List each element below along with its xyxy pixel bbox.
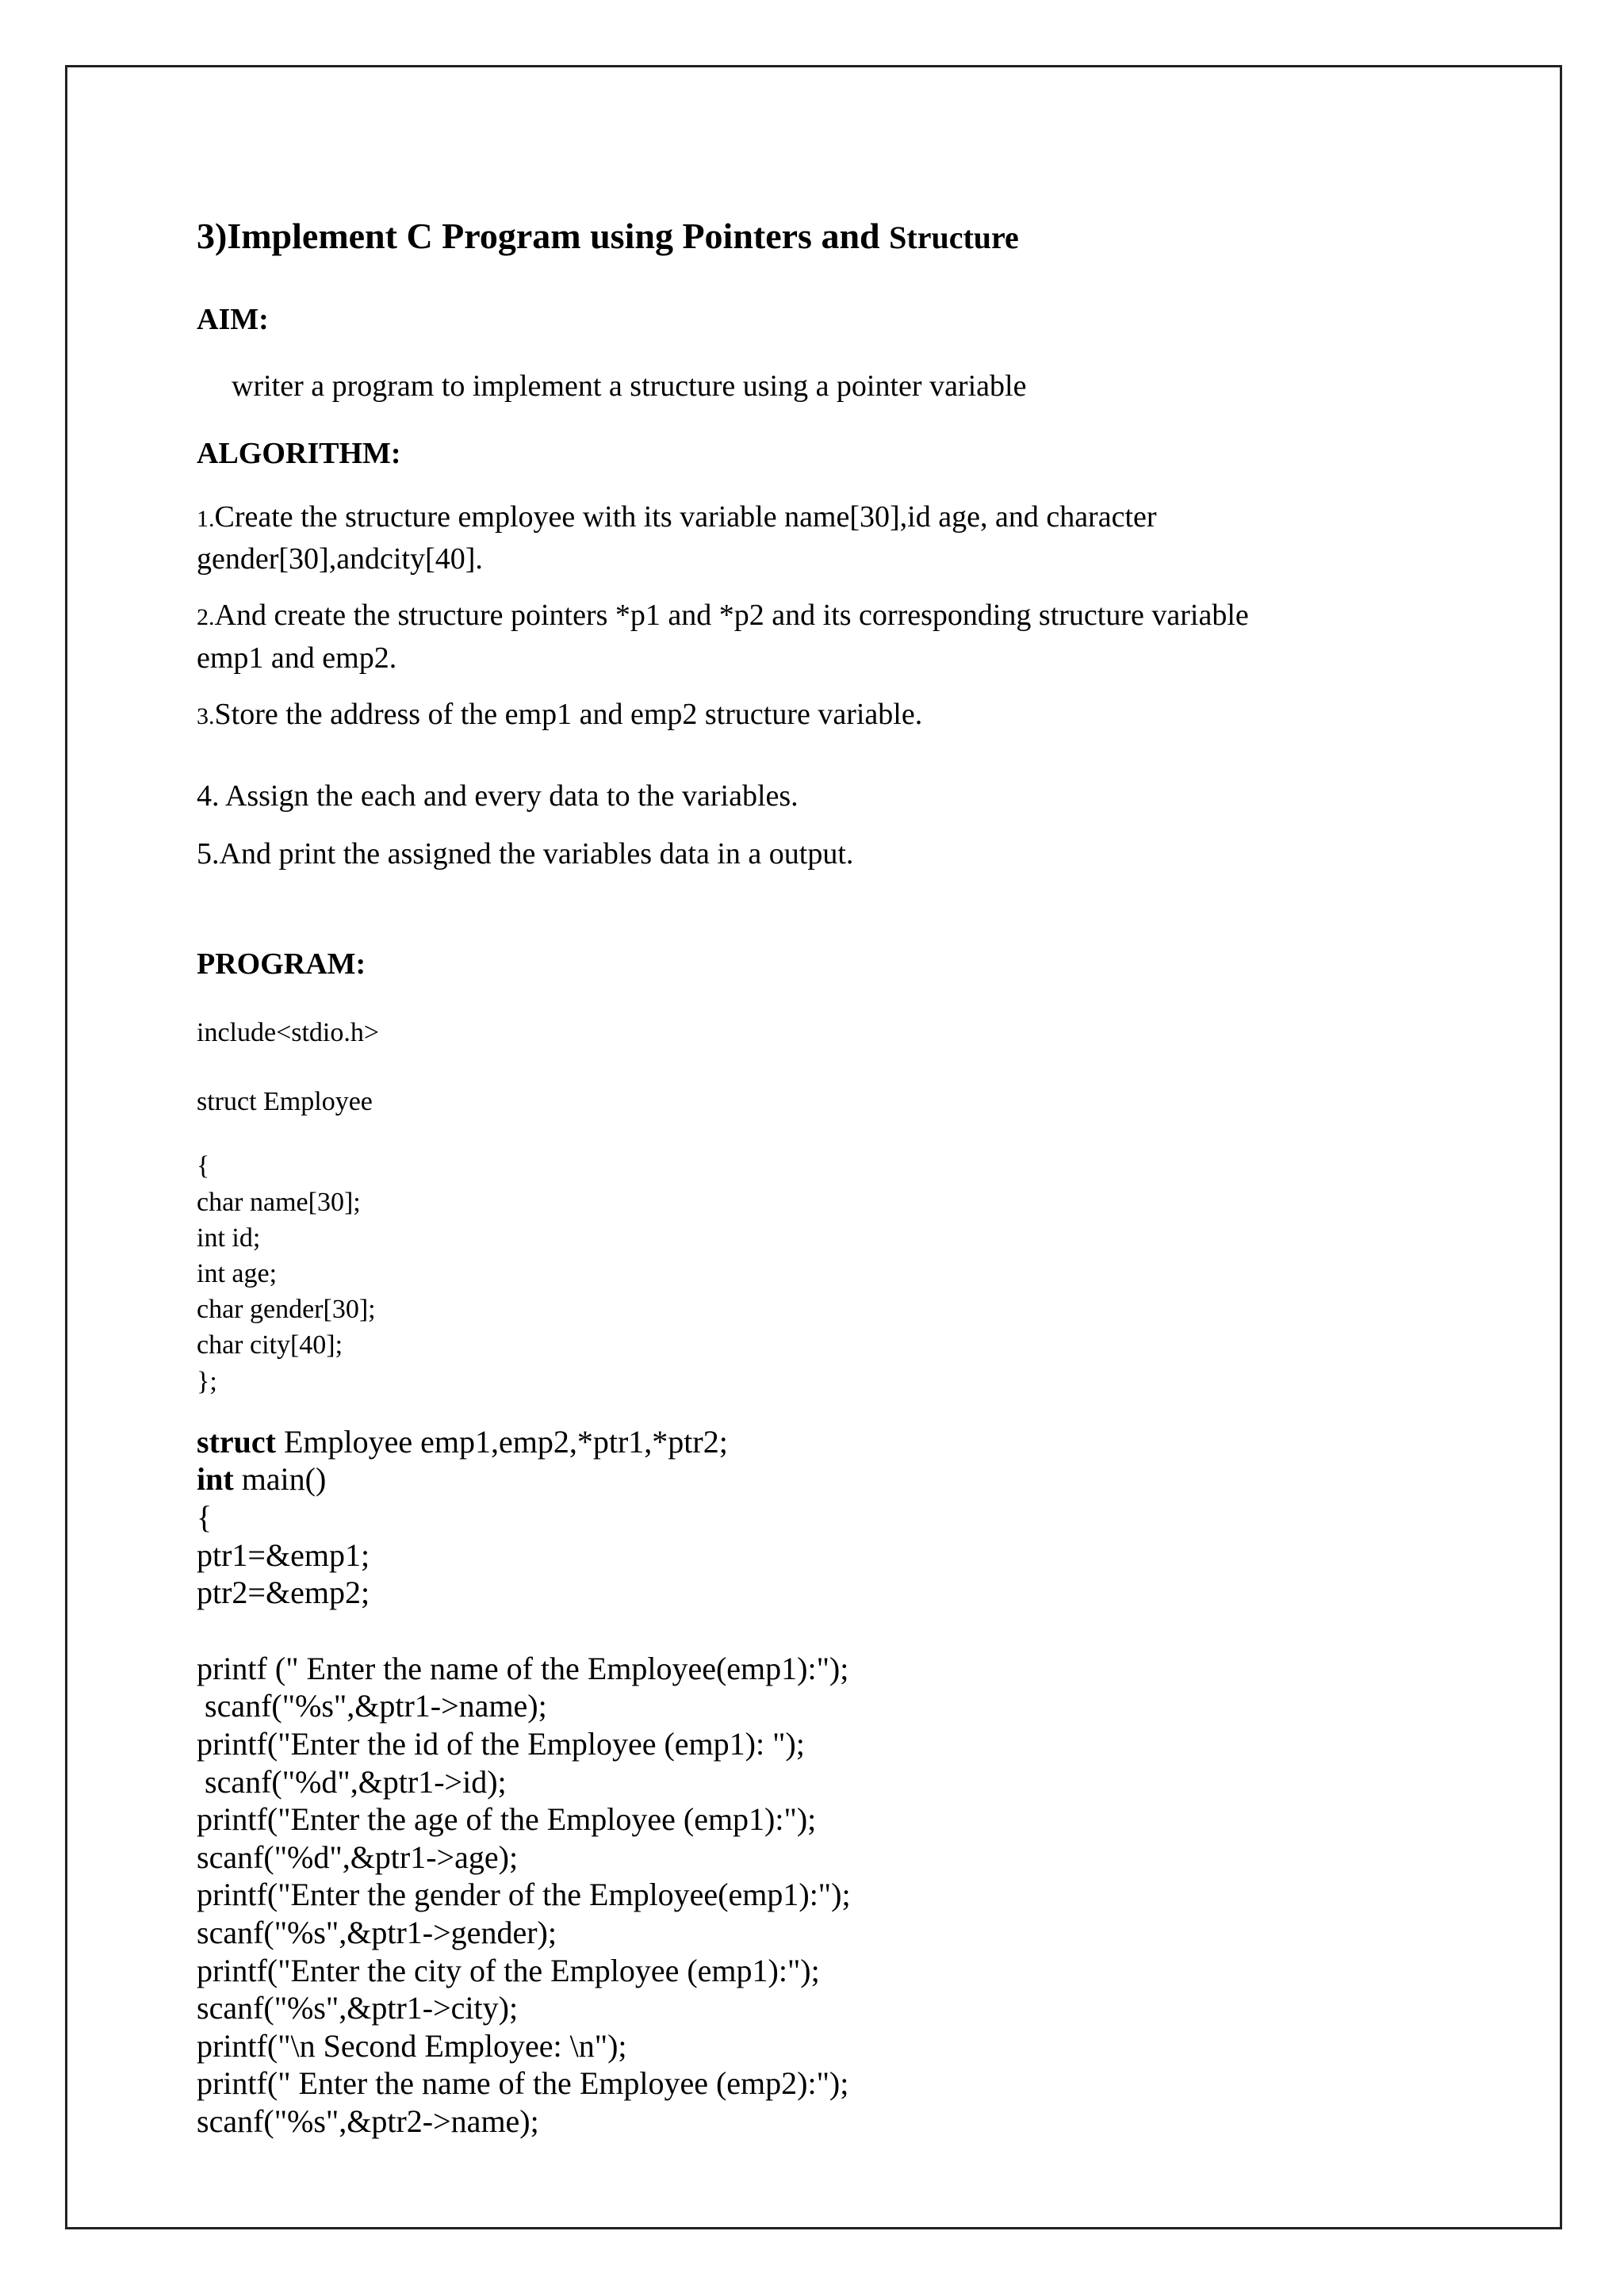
page-title (197, 214, 1481, 258)
code-line: { (197, 1151, 210, 1181)
code-line: char city[40]; (197, 1330, 343, 1360)
code-include: include<stdio.h> (197, 1017, 380, 1047)
program-heading: PROGRAM: (197, 947, 366, 982)
code-line: scanf("%s",&ptr2->name); (197, 2103, 539, 2139)
code-line: scanf("%s",&ptr1->gender); (197, 1914, 557, 1950)
step-text: Assign the each and every data to the variables. (224, 779, 799, 813)
code-line: scanf("%s",&ptr1->name); (197, 1688, 547, 1724)
step-number: 4. (197, 779, 225, 813)
title-main: 3)Implement C Program using Pointers and (197, 216, 890, 256)
step-number: 3. (197, 702, 215, 729)
code-line: printf (" Enter the name of the Employee(emp1):"); (197, 1650, 849, 1686)
algorithm-step (197, 833, 1481, 875)
code-listing (197, 1015, 1481, 1399)
algorithm-heading: ALGORITHM: (197, 437, 401, 471)
step-text: Store the address of the emp1 and emp2 structure variable. (214, 697, 923, 731)
document-content (197, 214, 1481, 2141)
code-line: scanf("%s",&ptr1->city); (197, 1990, 519, 2026)
code-text: main() (233, 1461, 327, 1498)
step-text: Create the structure employee with its variable name[30],id age, and character (214, 499, 1157, 534)
code-line: ptr1=&emp1; (197, 1536, 370, 1573)
code-line: int age; (197, 1258, 278, 1288)
aim-heading: AIM: (197, 303, 269, 337)
code-line: scanf("%d",&ptr1->age); (197, 1839, 519, 1875)
algorithm-step (197, 694, 1481, 736)
code-line: }; (197, 1366, 217, 1396)
keyword: struct (197, 1423, 276, 1460)
algorithm-steps (197, 496, 1481, 875)
code-line: { (197, 1499, 213, 1536)
step-text: And print the assigned the variables data in a output. (219, 837, 854, 871)
code-text: Employee emp1,emp2,*ptr1,*ptr2; (275, 1423, 728, 1460)
step-number: 1. (197, 505, 215, 532)
code-line: printf("Enter the id of the Employee (emp1): "); (197, 1726, 805, 1762)
algorithm-step (197, 496, 1481, 580)
step-text-continued: gender[30],andcity[40]. (197, 542, 483, 576)
algorithm-step (197, 595, 1481, 679)
code-listing-main (197, 1423, 1481, 2141)
code-struct-decl: struct Employee (197, 1087, 373, 1117)
code-line: printf(" Enter the name of the Employee (emp2):"); (197, 2065, 849, 2102)
code-line: printf("\n Second Employee: \n"); (197, 2027, 627, 2064)
step-number: 5. (197, 837, 220, 871)
code-line: ptr2=&emp2; (197, 1575, 370, 1611)
code-line: char name[30]; (197, 1187, 361, 1217)
code-line: printf("Enter the city of the Employee (emp1):"); (197, 1952, 820, 1988)
step-number: 2. (197, 604, 215, 631)
algorithm-step (197, 775, 1481, 817)
title-tail: Structure (889, 220, 1019, 255)
code-line: int id; (197, 1223, 261, 1253)
code-line: printf("Enter the gender of the Employee(emp1):"); (197, 1877, 851, 1913)
code-line: scanf("%d",&ptr1->id); (197, 1763, 507, 1800)
aim-text: writer a program to implement a structure using a pointer variable (232, 369, 1027, 403)
keyword: int (197, 1461, 234, 1498)
code-main-decl (197, 1460, 1481, 1498)
code-line: char gender[30]; (197, 1295, 376, 1325)
step-text: And create the structure pointers *p1 and *p2 and its corresponding structure variable (214, 599, 1249, 633)
code-line: printf("Enter the age of the Employee (emp1):"); (197, 1801, 817, 1838)
code-globals (197, 1423, 1481, 1461)
step-text-continued: emp1 and emp2. (197, 641, 397, 675)
